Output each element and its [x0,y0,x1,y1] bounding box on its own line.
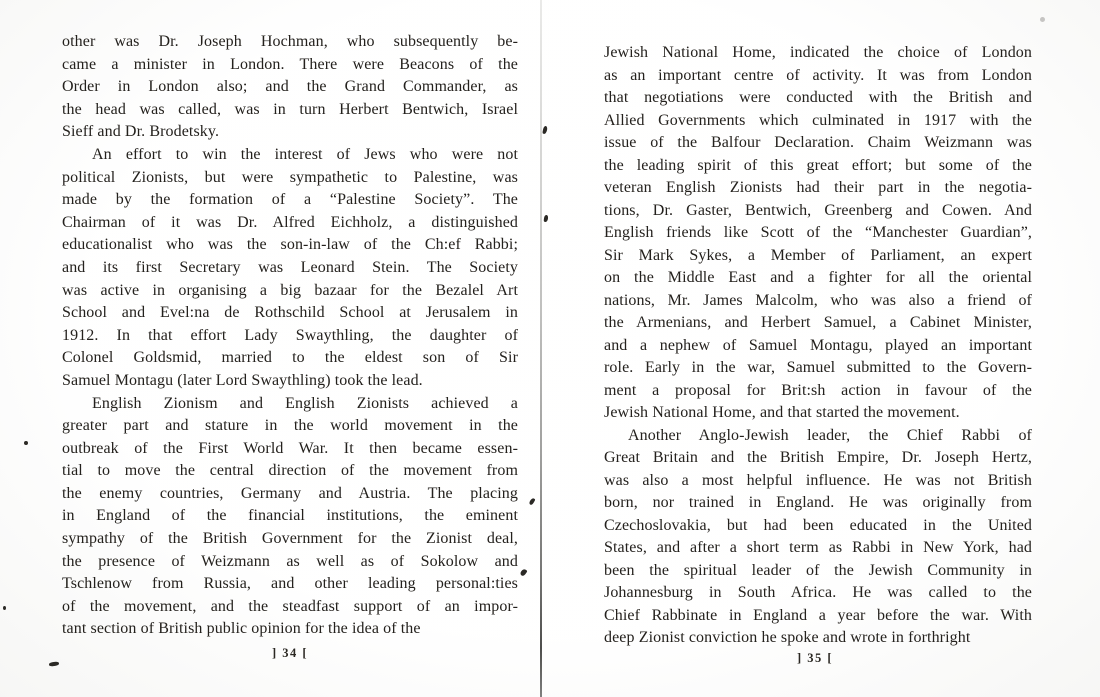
text-line: role. Early in the war, Samuel submitted to the Govern- [604,359,1032,376]
text-line: 1912. In that effort Lady Swaythling, the daughter of [62,326,518,344]
text-line: An effort to win the interest of Jews who were not [92,145,518,163]
text-line: Jewish National Home, indicated the choice of London [604,44,1032,61]
text-line: Sir Mark Sykes, a Member of Parliament, an expert [604,246,1032,264]
ink-speck [542,126,548,135]
text-line: English Zionism and English Zionists achieved a [92,394,518,412]
text-line: educationalist who was the son-in-law of the Ch:ef Rabbi; [62,236,518,254]
page-right-text [604,42,1032,650]
text-line: veteran English Zionists had their part in the negotia- [604,179,1032,196]
text-line: ment a proposal for Brit:sh action in favour of the [604,381,1032,399]
ink-speck [544,215,549,222]
text-line: Chief Rabbinate in England a year before the war. With [604,606,1032,624]
paragraph [62,393,518,642]
text-line: as an important centre of activity. It was from London [604,66,1032,84]
page-left-text [62,31,518,641]
text-line: that negotiations were conducted with the British and [604,89,1032,106]
text-line: the presence of Weizmann as well as of Sokolow and [62,552,518,570]
ink-speck [529,497,536,505]
text-line: Chairman of it was Dr. Alfred Eichholz, a distinguished [62,213,518,231]
ink-speck [1040,17,1045,22]
text-line: was active in organising a big bazaar for the Bezalel Art [62,281,518,299]
text-line: Samuel Montagu (later Lord Swaythling) took the lead. [62,371,423,389]
gutter-shadow [540,0,542,697]
text-line: Tschlenow from Russia, and other leading personal:ties [62,575,518,593]
ink-speck [49,661,59,666]
text-line: Colonel Goldsmid, married to the eldest son of Sir [62,349,518,367]
page-number-left: ] 34 [ [271,646,309,660]
ink-speck [3,606,6,610]
text-line: on the Middle East and a fighter for all the oriental [604,269,1032,286]
text-line: and its first Secretary was Leonard Stein. The Society [62,258,518,276]
text-line: tial to move the central direction of the movement from [62,462,518,480]
text-line: in England of the financial institutions, the eminent [62,507,518,525]
text-line: of the movement, and the steadfast support of an impor- [62,597,518,615]
text-line: tions, Dr. Gaster, Bentwich, Greenberg and Cowen. And [604,201,1032,219]
text-line: outbreak of the First World War. It then became essen- [62,439,518,457]
text-line: and a nephew of Samuel Montagu, played an important [604,336,1032,354]
paragraph [62,144,518,393]
text-line: issue of the Balfour Declaration. Chaim Weizmann was [604,134,1032,151]
text-line: States, and after a short term as Rabbi in New York, had [604,539,1032,556]
text-line: the Armenians, and Herbert Samuel, a Cabinet Minister, [604,314,1032,331]
text-line: came a minister in London. There were Beacons of the [62,55,518,73]
text-line: the enemy countries, Germany and Austria. The placing [62,484,518,502]
text-line: political Zionists, but were sympathetic to Palestine, was [62,168,518,186]
page-number-right: ] 35 [ [796,651,834,665]
text-line: Jewish National Home, and that started the movement. [604,404,960,421]
paragraph [604,42,1032,425]
ink-speck [519,568,527,577]
text-line: Johannesburg in South Africa. He was called to the [604,584,1032,601]
text-line: deep Zionist conviction he spoke and wrote in forthright [604,629,971,646]
text-line: Another Anglo-Jewish leader, the Chief Rabbi of [628,426,1032,444]
text-line: the leading spirit of this great effort; but some of the [604,156,1032,174]
text-line: Allied Governments which culminated in 1917 with the [604,111,1032,129]
text-line: Sieff and Dr. Brodetsky. [62,123,220,141]
text-line: Great Britain and the British Empire, Dr. Joseph Hertz, [604,449,1032,466]
text-line: tant section of British public opinion for the idea of the [62,620,421,638]
text-line: sympathy of the British Government for the Zionist deal, [62,530,518,548]
text-line: was also a most helpful influence. He was not British [604,471,1032,489]
text-line: the head was called, was in turn Herbert Bentwich, Israel [62,100,518,118]
text-line: School and Evel:na de Rothschild School at Jerusalem in [62,304,518,322]
paragraph [62,31,518,144]
paragraph [604,425,1032,650]
text-line: other was Dr. Joseph Hochman, who subsequently be- [62,33,518,50]
text-line: born, nor trained in England. He was originally from [604,494,1032,511]
text-line: English friends like Scott of the “Manchester Guardian”, [604,224,1032,241]
text-line: nations, Mr. James Malcolm, who was also a friend of [604,291,1032,309]
text-line: Order in London also; and the Grand Commander, as [62,78,518,96]
text-line: greater part and stature in the world movement in the [62,417,518,435]
text-line: been the spiritual leader of the Jewish Community in [604,561,1032,579]
text-line: Czechoslovakia, but had been educated in the United [604,516,1032,534]
ink-speck [24,441,28,445]
text-line: made by the formation of a “Palestine Society”. The [62,191,518,209]
